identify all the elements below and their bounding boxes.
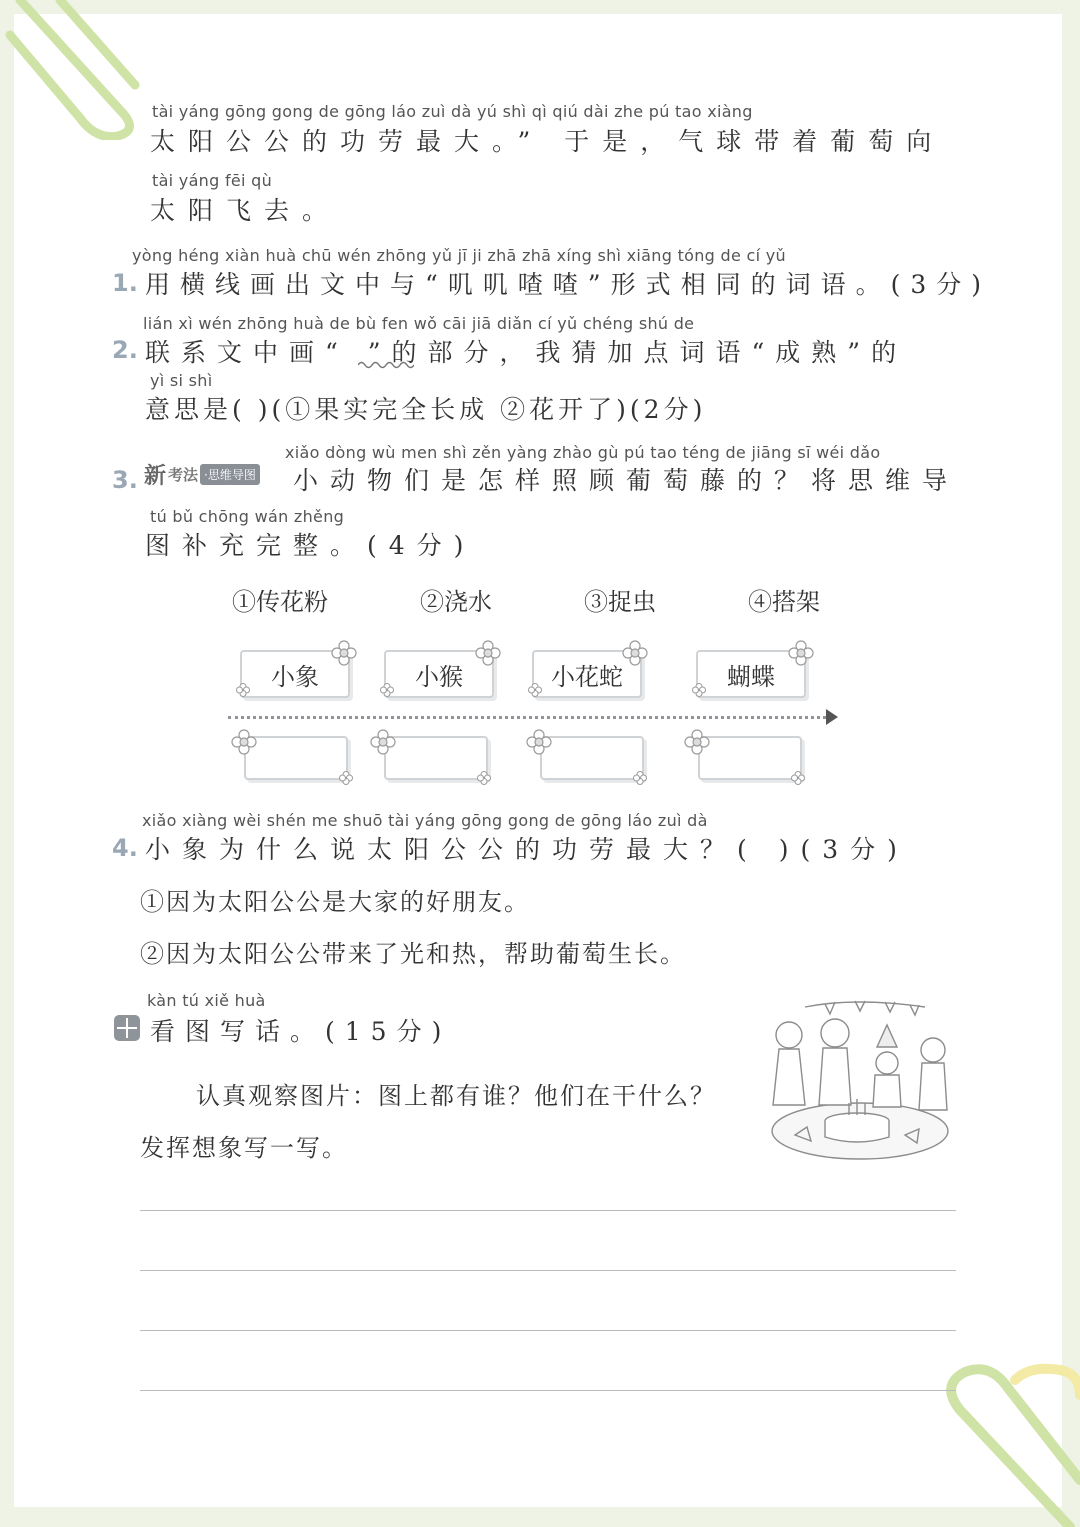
- wavy-underline-icon: [358, 360, 414, 370]
- small-flower-icon: [692, 683, 706, 697]
- arrowhead-icon: [826, 709, 838, 725]
- q3-text-line2: 图补充完整。(4分): [145, 531, 476, 560]
- q2-text-line2: 意思是( )(①果实完全长成 ②花开了)(2分): [145, 395, 707, 424]
- animal-box-monkey: 小猴: [384, 650, 494, 698]
- q2-pinyin-line1: lián xì wén zhōng huà de bù fen wǒ cāi jiā diǎn cí yǔ chéng shú de: [143, 314, 695, 333]
- small-flower-icon: [477, 771, 491, 785]
- writing-line-3[interactable]: [140, 1330, 956, 1331]
- answer-box-4[interactable]: [698, 736, 802, 780]
- q1-text: 用横线画出文中与“叽叽喳喳”形式相同的词语。(3分): [145, 270, 991, 299]
- q4-pinyin: xiǎo xiàng wèi shén me shuō tài yáng gōng gong de gōng láo zuì dà: [142, 811, 708, 830]
- flower-icon: [475, 640, 501, 666]
- option-pollinate: ①传花粉: [232, 588, 328, 616]
- badge-xin: 新: [144, 462, 167, 489]
- mindmap-dotted-arrow: [228, 716, 826, 719]
- q4-choice-1: ①因为太阳公公是大家的好朋友。: [140, 888, 530, 916]
- option-water: ②浇水: [420, 588, 492, 616]
- small-flower-icon: [633, 771, 647, 785]
- small-flower-icon: [236, 683, 250, 697]
- writing-line-1[interactable]: [140, 1210, 956, 1211]
- passage-line2-text: 太阳飞去。: [150, 196, 341, 225]
- writing-line-4[interactable]: [140, 1390, 956, 1391]
- animal-box-elephant: 小象: [240, 650, 350, 698]
- q2-text-line1: 联系文中画“ ”的部分，我猜加点词语“成熟”的: [145, 338, 908, 367]
- q2-number: 2.: [112, 336, 138, 364]
- writing-prompt-line1: 认真观察图片：图上都有谁？他们在干什么？: [196, 1082, 716, 1110]
- paper-clip-bottom-right-icon: [920, 1340, 1080, 1527]
- badge-kaofa: 考法: [168, 465, 199, 484]
- animal-box-butterfly: 蝴蝶: [696, 650, 806, 698]
- option-build-frame: ④搭架: [748, 588, 820, 616]
- writing-prompt-line2: 发挥想象写一写。: [140, 1134, 348, 1162]
- flower-icon: [370, 729, 396, 755]
- writing-line-2[interactable]: [140, 1270, 956, 1271]
- option-catch-bugs: ③捉虫: [584, 588, 656, 616]
- answer-box-2[interactable]: [384, 736, 488, 780]
- q4-text: 小象为什么说太阳公公的功劳最大？( )(3分): [145, 835, 909, 864]
- section-pinyin: kàn tú xiě huà: [147, 991, 266, 1010]
- paper-clip-top-left-icon: [0, 0, 170, 140]
- badge-mindmap: ·思维导图: [200, 464, 260, 485]
- small-flower-icon: [380, 683, 394, 697]
- small-flower-icon: [339, 771, 353, 785]
- q2-pinyin-line2: yì si shì: [150, 371, 213, 390]
- flower-icon: [231, 729, 257, 755]
- q1-number: 1.: [112, 269, 138, 297]
- worksheet-page: [14, 14, 1062, 1507]
- section-plus-icon: [114, 1015, 140, 1041]
- flower-icon: [622, 640, 648, 666]
- flower-icon: [526, 729, 552, 755]
- answer-box-1[interactable]: [244, 736, 348, 780]
- answer-box-3[interactable]: [540, 736, 644, 780]
- q3-text-line1: 小动物们是怎样照顾葡萄藤的？将思维导: [293, 466, 960, 495]
- passage-line2-pinyin: tài yáng fēi qù: [152, 171, 273, 190]
- q3-pinyin-line1: xiǎo dòng wù men shì zěn yàng zhào gù pú tao téng de jiāng sī wéi dǎo: [285, 443, 881, 462]
- passage-line1-text: 太阳公公的功劳最大。” 于是，气球带着葡萄向: [150, 127, 945, 156]
- birthday-party-illustration: [765, 995, 955, 1165]
- q4-number: 4.: [112, 834, 138, 862]
- q3-number: 3.: [112, 466, 138, 494]
- animal-box-snake: 小花蛇: [532, 650, 642, 698]
- q1-pinyin: yòng héng xiàn huà chū wén zhōng yǔ jī ji zhā zhā xíng shì xiāng tóng de cí yǔ: [132, 246, 786, 265]
- small-flower-icon: [791, 771, 805, 785]
- passage-line1-pinyin: tài yáng gōng gong de gōng láo zuì dà yú shì qì qiú dài zhe pú tao xiàng: [152, 102, 753, 121]
- flower-icon: [788, 640, 814, 666]
- q4-choice-2: ②因为太阳公公带来了光和热，帮助葡萄生长。: [140, 940, 686, 968]
- small-flower-icon: [528, 683, 542, 697]
- flower-icon: [331, 640, 357, 666]
- section-title: 看图写话。(15分): [150, 1017, 452, 1046]
- new-method-mindmap-badge: [144, 462, 260, 489]
- q3-pinyin-line2: tú bǔ chōng wán zhěng: [150, 507, 345, 526]
- flower-icon: [684, 729, 710, 755]
